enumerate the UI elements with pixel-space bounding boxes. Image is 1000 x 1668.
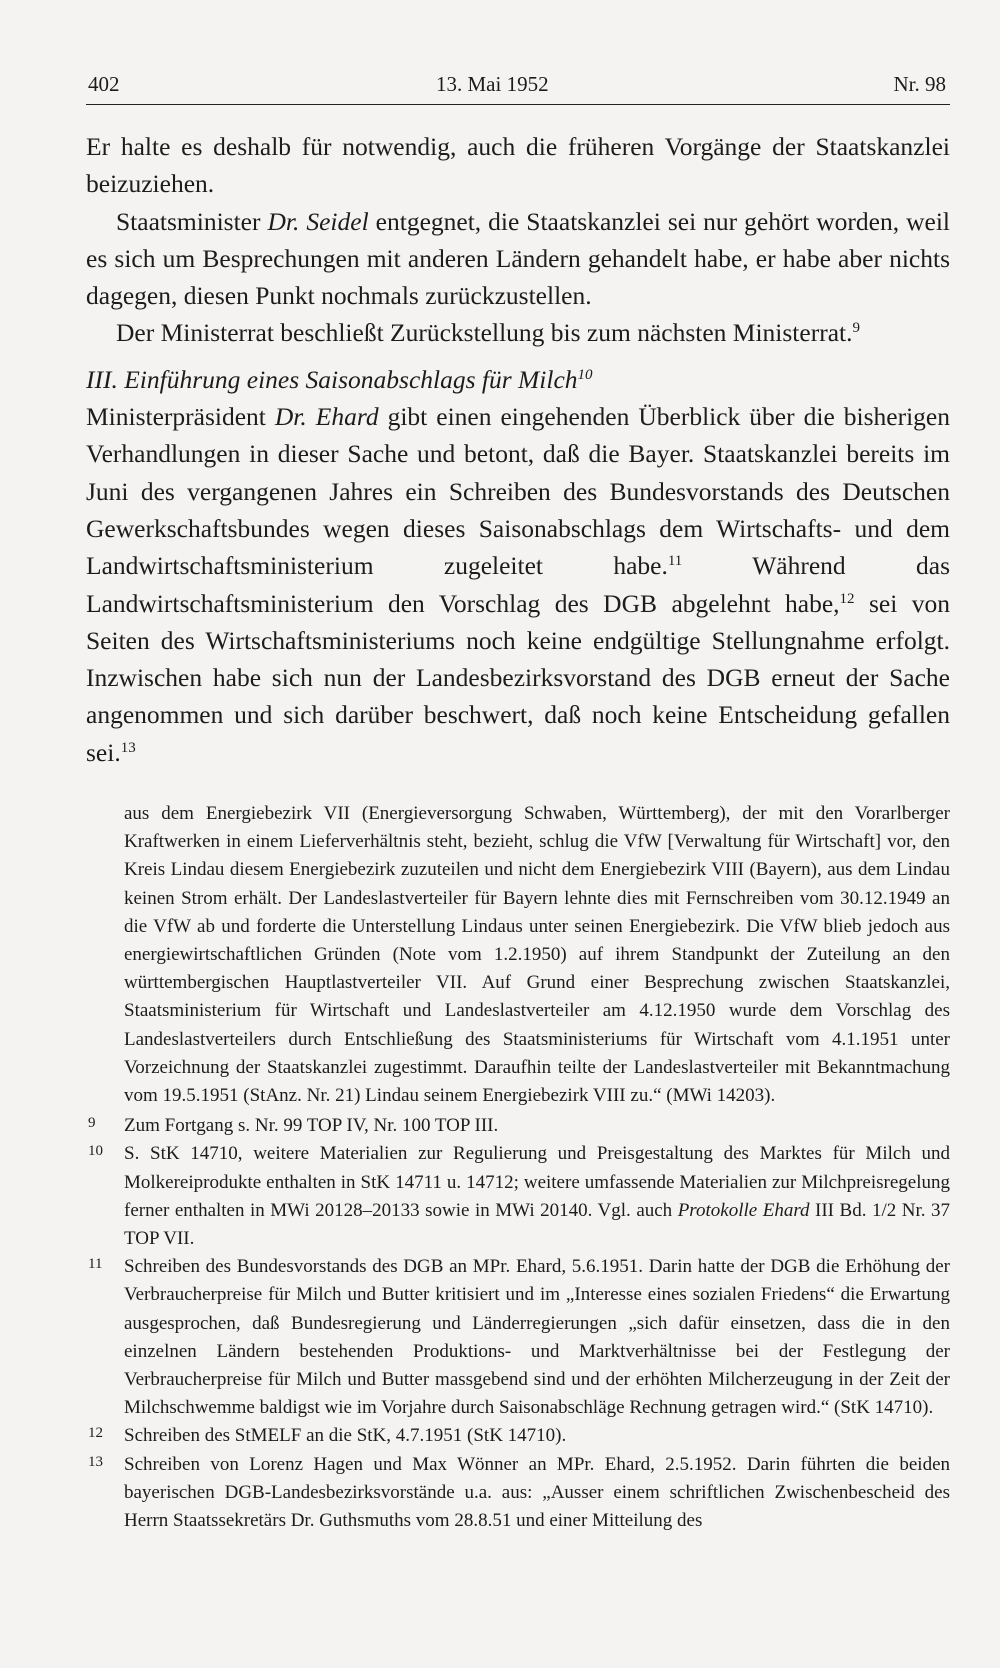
section-heading: III. Einführung eines Saisonabschlags für Milch$^{10}$ [86,364,593,394]
paragraph-3: Der Ministerrat beschließt Zurückstellung bis zum nächsten Ministerrat.$^9$ [116,318,860,348]
footnote-ref: 13 [120,739,136,756]
page-number: 402 [88,72,120,96]
footnote-ref: 12 [839,590,855,607]
paragraph-1: Er halte es deshalb für notwendig, auch die früheren Vorgänge der Staatskanzlei beizuziehen. [86,132,950,199]
footnotes [86,800,950,1535]
person-name: Dr. Seidel [267,206,369,236]
main-text [86,128,950,771]
paragraph-4: Ministerpräsident Dr. Ehard gibt einen eingehenden Überblick über die bisherigen Verhandlungen in dieser Sache und betont, daß die Bayer. Staatskanzlei bereits im Juni des vergangenen Jahres ein Schreiben des Bundesvorstands des Deutschen Gewerkschaftsbundes wegen dieses Saisonabschlags dem Wirtschafts- und dem Landwirtschaftsministerium zugeleitet habe.$^{11}$ Während das Landwirtschaftsministerium den Vorschlag des DGB abgelehnt habe,$^{12}$ sei von Seiten des Wirtschaftsministeriums noch keine endgültige Stellungnahme erfolgt. Inzwischen habe sich nun der Landesbezirksvorstand des DGB erneut der Sache angenommen und sich darüber beschwert, daß noch keine Entscheidung gefallen sei.$^{13}$ [86,402,950,767]
footnote-ref: 10 [577,366,593,383]
footnote-ref: 11 [667,553,683,570]
footnote-9: 9 Zum Fortgang s. Nr. 99 TOP IV, Nr. 100 TOP III. [88,1115,499,1137]
running-header [86,70,950,105]
footnote-13: 13 Schreiben von Lorenz Hagen und Max Wönner an MPr. Ehard, 2.5.1952. Darin führten die beiden bayerischen DGB-Landesbezirksvorstände u.a. aus: „Ausser einem schriftlichen Zwischenbescheid des Herrn Staatssekretärs Dr. Guthsmuths vom 28.8.51 und einer Mitteilung des [88,1453,950,1532]
footnote-ref: 9 [852,320,860,337]
person-name: Dr. Ehard [274,402,379,432]
footnote-10: 10 S. StK 14710, weitere Materialien zur Regulierung und Preisgestaltung des Marktes für Milch und Molkereiprodukte enthalten in StK 14711 u. 14712; weitere umfassende Materialien zur Milchpreisregelung ferner enthalten in MWi 20128–20133 sowie in MWi 20140. Vgl. auch Protokolle Ehard III Bd. 1/2 Nr. 37 TOP VII. [88,1143,950,1250]
footnote-12: 12 Schreiben des StMELF an die StK, 4.7.1951 (StK 14710). [88,1425,567,1447]
footnote-11: 11 Schreiben des Bundesvorstands des DGB an MPr. Ehard, 5.6.1951. Darin hatte der DGB die Erhöhung der Verbraucherpreise für Milch und Butter kritisiert und im „Interesse eines sozialen Friedens“ die Erwartung ausgesprochen, daß Bundesregierung und Länderregierungen „sich dafür einsetzen, dass die in den einzelnen Ländern bestehenden Produktions- und Marktverhältnisse bei der Festlegung der Verbraucherpreise für Milch und Butter massgebend sind und der erhöhten Milcherzeugung in der Zeit der Milchschwemme baldigst wie im Vorjahre durch Saisonabschläge Rechnung getragen wird.“ (StK 14710). [88,1256,950,1419]
header-date: 13. Mai 1952 [436,72,549,96]
document-number: Nr. 98 [893,72,946,96]
footnote-continuation: aus dem Energiebezirk VII (Energieversorgung Schwaben, Württemberg), der mit den Vorarlberger Kraftwerken in einem Lieferverhältnis steht, bezieht, schlug die VfW [Verwaltung für Wirtschaft] vor, den Kreis Lindau diesem Energiebezirk zuzuteilen und nicht dem Energiebezirk VIII (Bayern), aus dem Lindau keinen Strom erhält. Der Landeslastverteiler für Bayern lehnte dies mit Fernschreiben vom 30.12.1949 an die VfW ab und forderte die Unterstellung Lindaus unter seinen Energiebezirk. Die VfW blieb jedoch aus energiewirtschaftlichen Gründen (Note vom 1.2.1950) auf ihrem Standpunkt der Zuteilung an den württembergischen Hauptlastverteiler VII. Auf Grund einer Besprechung zwischen Staatskanzlei, Staatsministerium für Wirtschaft und Landeslastverteiler am 4.12.1950 wurde dem Vorschlag des Landeslastverteilers durch Entschließung des Staatsministeriums für Wirtschaft vom 4.1.1951 unter Vorzeichnung der Staatskanzlei zugestimmt. Daraufhin teilte der Landeslastverteiler mit Bekanntmachung vom 19.5.1951 (StAnz. Nr. 21) Lindau seinem Energiebezirk VIII zu.“ (MWi 14203). [124,803,950,1107]
paragraph-2: Staatsminister Dr. Seidel entgegnet, die Staatskanzlei sei nur gehört worden, weil es sich um Besprechungen mit anderen Ländern gehandelt habe, er habe aber nichts dagegen, diesen Punkt nochmals zurückzustellen. [86,206,950,311]
